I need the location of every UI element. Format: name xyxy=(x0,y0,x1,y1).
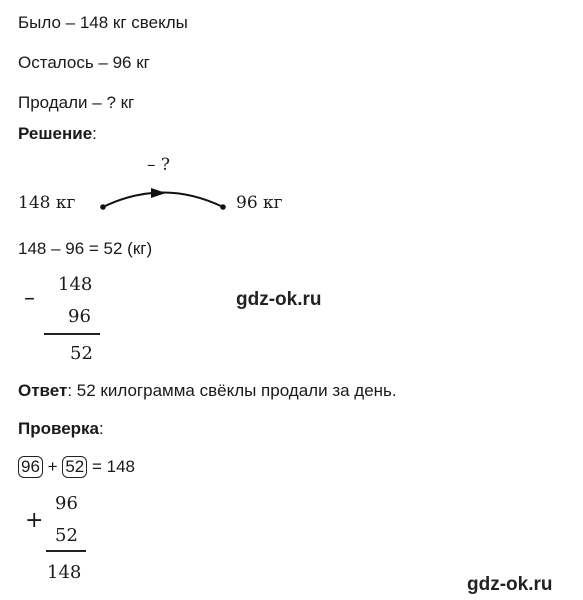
watermark-center: gdz-ok.ru xyxy=(236,289,322,310)
check-heading xyxy=(18,419,104,439)
column-addition-rule xyxy=(46,550,86,552)
check-heading-label: Проверка xyxy=(18,419,100,438)
answer-label: Ответ xyxy=(18,381,68,400)
check-plus: + xyxy=(47,457,58,476)
diagram-arrowhead xyxy=(151,188,166,198)
check-equals-result: = 148 xyxy=(91,457,135,476)
solution-equation: 148 – 96 = 52 (кг) xyxy=(18,239,153,258)
column-minus-sign: – xyxy=(24,286,35,311)
diagram-arc xyxy=(103,193,223,208)
check-equation xyxy=(18,456,135,478)
solution-heading-label: Решение xyxy=(18,124,93,143)
diagram-start-label: 148 кг xyxy=(18,193,76,213)
answer-text: : 52 килограмма свёклы продали за день. xyxy=(67,381,397,400)
condition-line-had: Было – 148 кг свеклы xyxy=(18,13,188,32)
column-addend-1: 96 xyxy=(55,493,78,514)
column-difference: 52 xyxy=(70,343,93,364)
solution-heading-colon: : xyxy=(92,124,97,143)
diagram-end-label: 96 кг xyxy=(236,193,283,213)
check-heading-colon: : xyxy=(99,419,104,438)
diagram-end-dot xyxy=(220,204,226,210)
diagram-start-dot xyxy=(100,204,106,210)
column-addend-2: 52 xyxy=(55,525,78,546)
check-boxed-96: 96 xyxy=(18,456,43,478)
check-boxed-52: 52 xyxy=(62,456,87,478)
condition-line-sold: Продали – ? кг xyxy=(18,93,135,112)
condition-line-remaining: Осталось – 96 кг xyxy=(18,53,150,72)
diagram-arrow-label: – ? xyxy=(147,155,171,175)
column-minuend: 148 xyxy=(58,274,93,295)
column-plus-sign: + xyxy=(25,508,44,533)
answer-line xyxy=(18,381,397,401)
column-subtraction-rule xyxy=(44,333,100,335)
column-subtrahend: 96 xyxy=(68,306,91,327)
watermark-bottom: gdz-ok.ru xyxy=(467,574,553,595)
column-sum: 148 xyxy=(47,562,82,583)
